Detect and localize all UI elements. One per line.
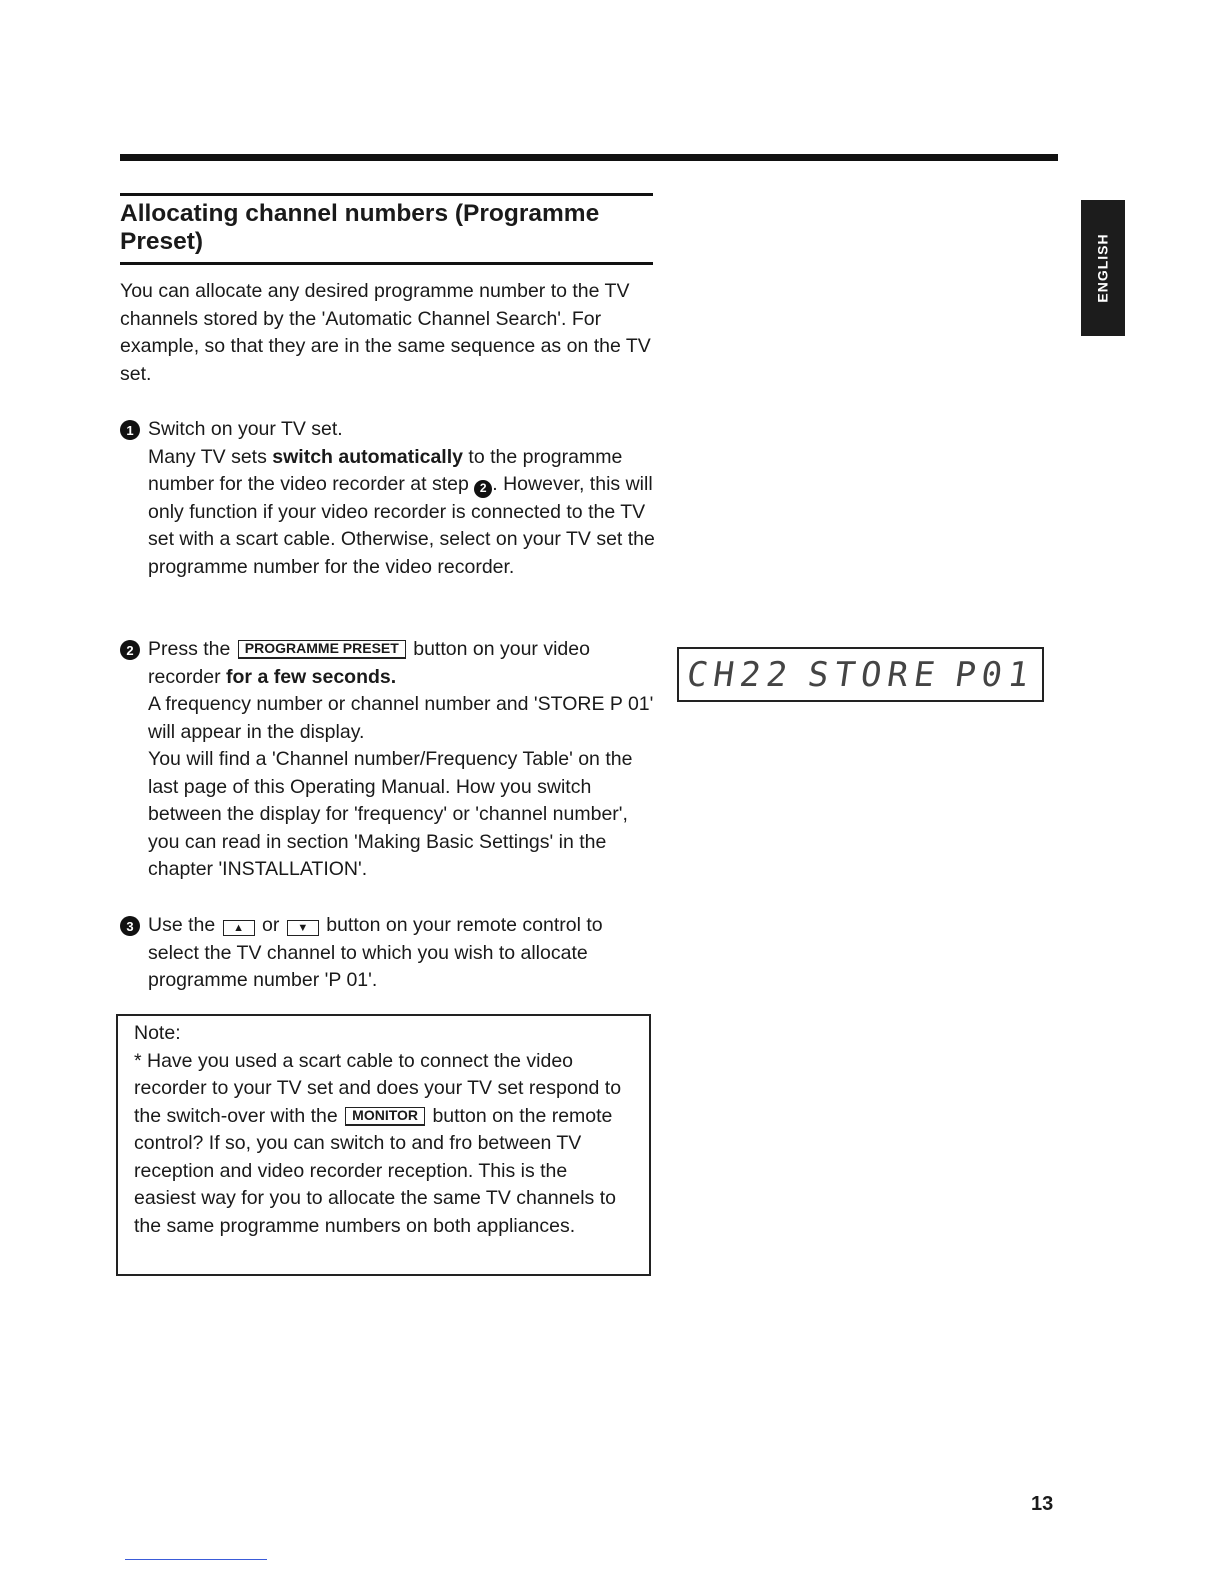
step-3-number: 3 bbox=[120, 916, 140, 936]
step-2-text-c: A frequency number or channel number and 'STORE P 01' will appear in the display. bbox=[148, 693, 654, 743]
language-tab-label: ENGLISH bbox=[1095, 233, 1112, 303]
display-programme: P01 bbox=[952, 654, 1038, 695]
title-rule-bottom bbox=[120, 262, 653, 265]
section-title: Allocating channel numbers (Programme Preset) bbox=[120, 200, 600, 255]
step-1-body bbox=[148, 416, 658, 581]
intro-paragraph: You can allocate any desired programme number to the TV channels stored by the 'Automatic Channel Search'. For example, so that they are in the same sequence as on the TV set. bbox=[120, 280, 651, 385]
step-2-bold: for a few seconds. bbox=[226, 665, 397, 688]
footer-line bbox=[125, 1559, 267, 1560]
vcr-display bbox=[677, 647, 1044, 702]
step-2-text-b: button on your video recorder bbox=[148, 638, 590, 688]
display-store: STORE bbox=[804, 654, 943, 695]
step-1-bold: switch automatically bbox=[272, 445, 463, 468]
step-3-body bbox=[148, 912, 658, 995]
language-tab bbox=[1081, 200, 1125, 336]
step-1-text-a: Many TV sets bbox=[148, 445, 273, 468]
monitor-key: MONITOR bbox=[345, 1107, 425, 1126]
step-3-or: or bbox=[256, 914, 285, 936]
step-3-text-a: Use the bbox=[148, 914, 221, 936]
step-2-text-d: You will find a 'Channel number/Frequency Table' on the last page of this Operating Manual. How you switch between the display for 'frequency' or 'channel number', you can read in section 'Making Basic Settings' in the chapter 'INSTALLATION'. bbox=[148, 748, 633, 880]
step-1-text-c: . However, this will only function if your video recorder is connected to the TV set with a scart cable. Otherwise, select on your TV set the programme number for the video recorder. bbox=[148, 473, 655, 578]
down-arrow-key-icon: ▼ bbox=[287, 920, 319, 936]
step-2-number: 2 bbox=[120, 640, 140, 660]
step-1-line1: Switch on your TV set. bbox=[148, 418, 343, 440]
display-channel: CH22 bbox=[683, 654, 796, 695]
step-3-text-b: button on your remote control to select the TV channel to which you wish to allocate programme number 'P 01'. bbox=[148, 914, 603, 991]
step-2-text-a: Press the bbox=[148, 638, 236, 660]
step-2-body bbox=[148, 636, 658, 884]
title-rule-top bbox=[120, 193, 653, 196]
programme-preset-key: PROGRAMME PRESET bbox=[238, 640, 406, 659]
note-label: Note: bbox=[134, 1022, 181, 1044]
note-text-a: * Have you used a scart cable to connect the video recorder to your TV set and does your TV set respond to the switch-over with the bbox=[134, 1049, 622, 1127]
step-ref-icon: 2 bbox=[474, 480, 492, 498]
step-1-number: 1 bbox=[120, 420, 140, 440]
step-1-text-b: to the programme number for the video recorder at step bbox=[148, 445, 623, 495]
note-body bbox=[134, 1020, 634, 1240]
up-arrow-key-icon: ▲ bbox=[223, 920, 255, 936]
note-text-b: button on the remote control? If so, you can switch to and fro between TV reception and video recorder reception. This is the easiest way for you to allocate the same TV channels to the same programme numbers on both appliances. bbox=[134, 1104, 616, 1237]
top-rule bbox=[120, 154, 1058, 161]
page-number: 13 bbox=[1031, 1493, 1054, 1515]
